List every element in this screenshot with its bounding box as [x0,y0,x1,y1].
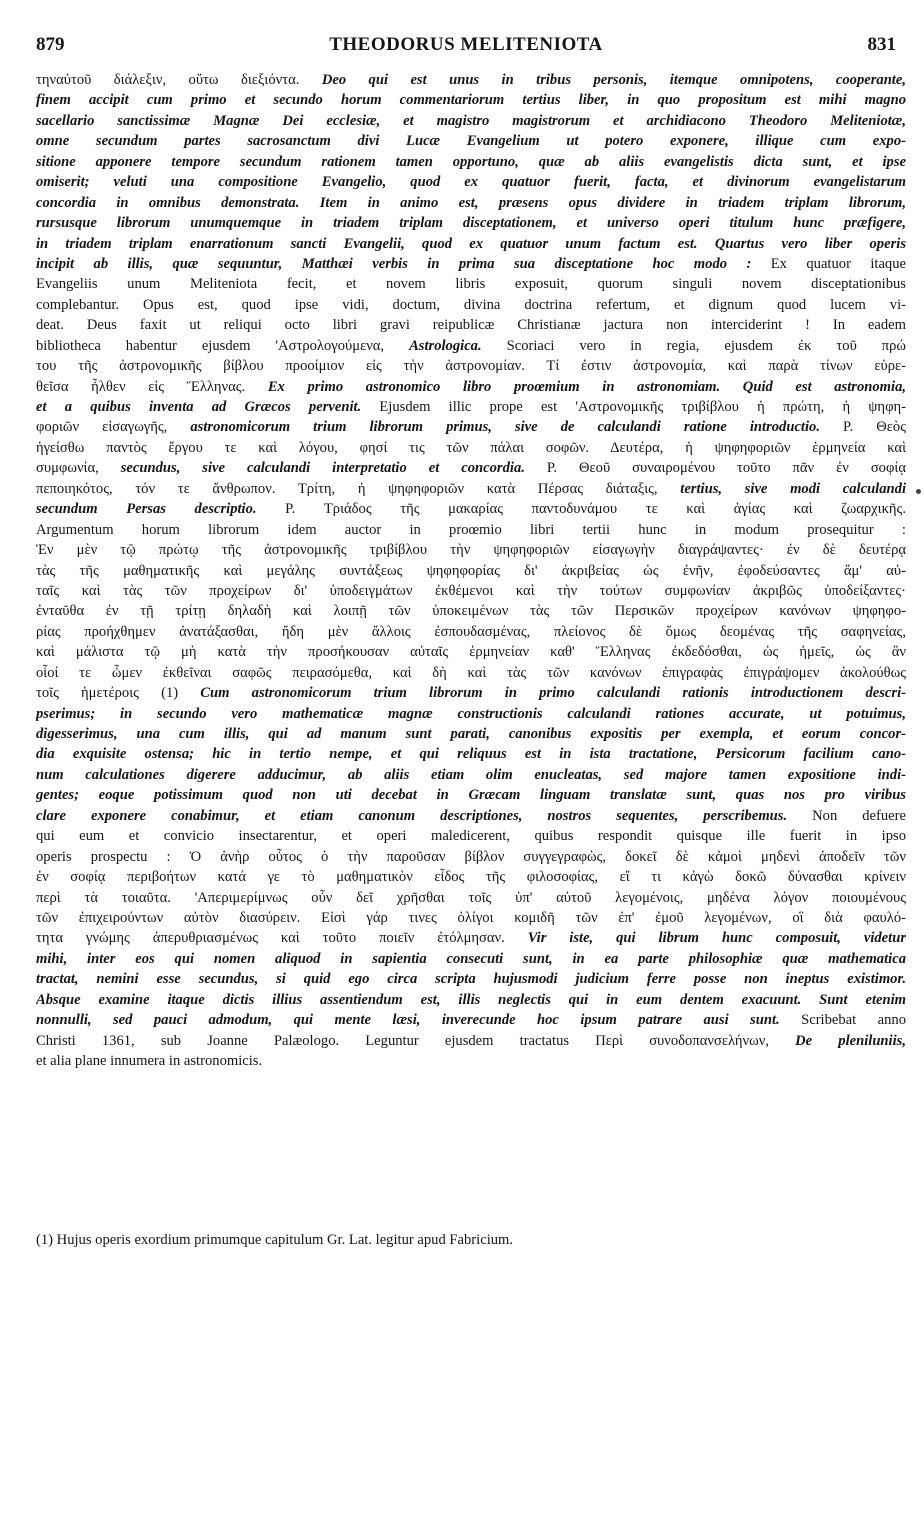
text-segment: ἐν σοφίᾳ περιβοήτων κατά γε τὸ μαθηματικὸν εἶδος τῆς φιλοσοφίας, εἴ τι κἀγὼ δοκῶ δύνασθαι κρίνειν [36,869,906,886]
text-segment: περὶ τὰ τοιαῦτα. 'Απεριμερίμνως οὖν δεῖ χρῆσθαι τοῖς ὑπ' αὐτοῦ λεγομένοις, μηδένα λόγον ποιουμένους [36,889,906,906]
margin-mark [916,489,921,494]
text-segment: Ex quatuor itaque [770,255,906,272]
italic-text-segment: num calculationes digerere adducimur, ab aliis etiam olim enucleatas, sed majore tamen expositione indi- [36,766,906,783]
text-segment: Non defuere [787,807,906,824]
page-number-right: 831 [867,34,896,55]
text-segment: φοριῶν εἰσαγωγῆς, [36,419,191,436]
text-line [36,847,906,867]
text-line [36,1031,906,1051]
italic-text-segment: omne secundum partes sacrosanctum divi Lucæ Evangelium ut potero exponere, illique cum expo- [36,133,906,150]
italic-text-segment: in triadem triplam enarrationum sancti Evangelii, quod ex quatuor unum factum est. Quartus vero liber operis [36,235,906,252]
text-segment: θεῖσα ἦλθεν εἰς Ἕλληνας. [36,378,268,395]
text-segment: P. Τριάδος τῆς μακαρίας παντοδυνάμου τε καὶ ἁγίας καὶ ζωαρχικῆς. [256,501,906,518]
text-line [36,520,906,540]
text-line [36,683,906,703]
text-line [36,561,906,581]
text-line [36,356,906,376]
text-segment: καὶ μάλιστα τῷ μὴ κατὰ τὴν προσήκουσαν αὐταῖς ἑρμηνείαν καθ' Ἕλληνας ἐκδεδόσθαι, ὡς ἡμεῖς, ὡς ἂν [36,644,906,661]
text-segment: Christi 1361, sub Joanne Palæologo. Leguntur ejusdem tractatus Περὶ συνοδοπανσελήνων, [36,1032,796,1049]
text-segment: τητα γνώμης ἀπερυθριασμένως καὶ τοῦτο ποιεῖν ἐτόλμησαν. [36,930,528,947]
text-segment: Scoriaci vero in regia, ejusdem ἐκ τοῦ πρώ [481,337,906,354]
text-segment: οἷοί τε ὦμεν ἐκθεῖναι σαφῶς πειρασόμεθα, καὶ δὴ καὶ τὰς τῶν κανόνων ἐπιγραφὰς ἐπιγράψομεν ἀκολούθως [36,664,906,681]
italic-text-segment: omiserit; veluti una compositione Evangelio, quod ex quatuor fuerit, facta, et divinorum evangelistarum [36,174,906,191]
italic-text-segment: concordia in omnibus demonstrata. Item in animo est, præsens opus dividere in triadem triplam librorum, [36,194,906,211]
text-segment: του τῆς ἀστρονομικῆς βίβλου προοίμιον εἰς τὴν ἀστρονομίαν. Τί ἐστιν ἀστρονομία, καὶ παρὰ τίνων εὑρε- [36,358,906,375]
text-line [36,663,906,683]
text-line [36,867,906,887]
text-line [36,1051,906,1071]
text-line [36,990,906,1010]
italic-text-segment: clare exponere conabimur, et etiam canonum descriptiones, nostros sequentes, perscribemus. [36,807,788,824]
italic-text-segment: secundus, sive calculandi interpretatio et concordia. [120,460,525,477]
text-segment: ἐνταῦθα ἐν τῇ τρίτῃ δηλαδὴ καὶ λοιπῇ τῶν ὑποκειμένων τὰς τῶν Περσικῶν προχείρων κανόνων ψηφηφο- [36,603,906,620]
italic-text-segment: sacellario sanctissimæ Magnæ Dei ecclesiæ, et magistro magistrorum et archidiacono Theodoro Meliteniotæ, [36,112,906,129]
text-segment: ἡγείσθω παντὸς ἔργου τε καὶ λόγου, φησί τις τῶν πάλαι σοφῶν. Δευτέρα, ἡ ψηφηφοριῶν ἑρμηνεία καὶ [36,439,906,456]
text-segment: τῶν ἐπιχειρούντων αὐτὸν διασύρειν. Εἰσὶ γάρ τινες ὀλίγοι κομιδῆ τῶν ἐπ' ἐμοῦ λεγομένων, οἳ διὰ φαυλό- [36,909,906,926]
text-line [36,744,906,764]
text-segment: τοῖς ἡμετέροις (1) [36,685,201,702]
text-line [36,438,906,458]
italic-text-segment: Absque examine itaque dictis illius assentiendum est, illis neglectis qui in eum dentem exacuunt. Sunt etenim [36,991,906,1008]
text-line [36,785,906,805]
page-number-left: 879 [36,34,65,55]
text-segment: τὰς τῆς μαθηματικῆς καὶ μεγάλης συντάξεως ψηφηφορίας δι' ἀκριβείας ὡς ἐνῆν, ἐφοδεύσαντες ἅμ' αὐ- [36,562,906,579]
text-line [36,70,906,90]
text-line [36,479,906,499]
italic-text-segment: finem accipit cum primo et secundo horum commentariorum tertius liber, in quo propositum est mihi magno [36,92,906,109]
italic-text-segment: et a quibus inventa ad Græcos pervenit. [36,399,362,415]
text-segment: P. Θεὸς [820,419,906,436]
text-segment: Argumentum horum librorum idem auctor in proœmio libri tertii hunc in modum prosequitur : [36,521,906,538]
italic-text-segment: tertius, sive modi calculandi [680,480,906,497]
italic-text-segment: mihi, inter eos qui nomen aliquod in sapientia consecuti sunt, in ea parte philosophiæ quæ mathematica [36,950,906,967]
italic-text-segment: pserimus; in secundo vero mathematicæ magnæ constructionis calculandi rationes accurate, ut potuimus, [36,705,906,722]
text-segment: ρίας προήχθημεν ἀνατάξασθαι, ἤδη μὲν ἄλλοις ἐσπουδασμένας, πλείονος δὲ ὅμως δεομένας τῆς σαφηνείας, [36,623,906,640]
text-line [36,949,906,969]
text-line [36,581,906,601]
italic-text-segment: tractat, nemini esse secundus, si quid ego circa scripta hujusmodi judicium ferre posse non ineptus existimor. [36,971,906,988]
text-line [36,622,906,642]
text-line [36,234,906,254]
text-segment: συμφωνία, [36,460,121,477]
text-line [36,704,906,724]
italic-text-segment: Deo qui est unus in tribus personis, itemque omnipotens, cooperante, [321,72,906,88]
italic-text-segment: gentes; eoque potissimum quod non uti decebat in Græcam linguam translatæ sunt, quas nos pro viribus [36,787,906,804]
text-segment: bibliotheca habentur ejusdem 'Αστρολογούμενα, [36,337,410,354]
text-segment: et alia plane innumera in astronomicis. [36,1053,263,1069]
text-line [36,131,906,151]
text-line [36,90,906,110]
text-segment: complebantur. Opus est, quod ipse vidi, doctum, divina doctrina refertum, et dignum quod lucem vi- [36,296,906,313]
text-line [36,397,906,417]
text-line [36,908,906,928]
text-segment: τηναὐτοῦ διάλεξιν, οὕτω διεξιόντα. [36,72,322,88]
text-segment: ταῖς καὶ τὰς τῶν προχείρων δι' ὑποδειγμάτων ἐκθέμενοι καὶ τὴν τούτων συμφωνίαν ἀκριβῶς ὑποδείξαντες· [36,582,906,599]
text-segment: Evangeliis unum Meliteniota fecit, et novem libris exposuit, quorum singuli novem disceptationibus [36,276,906,293]
text-line [36,377,906,397]
text-line [36,193,906,213]
italic-text-segment: digesserimus, una cum illis, qui ad manum sunt parati, canonibus expositis per exempla, et eorum concor- [36,726,906,742]
text-line [36,111,906,131]
text-line [36,642,906,662]
text-line [36,152,906,172]
text-line [36,1010,906,1030]
italic-text-segment: De pleniluniis, [795,1032,906,1049]
text-line [36,254,906,274]
text-line [36,601,906,621]
italic-text-segment: sitione apponere tempore secundum rationem tamen opportuno, quæ ab aliis evangelistis dicta sunt, et ipse [36,153,906,170]
italic-text-segment: Vir iste, qui librum hunc composuit, videtur [527,930,906,947]
text-line [36,458,906,478]
footnote: (1) Hujus operis exordium primumque capitulum Gr. Lat. legitur apud Fabricium. [36,1232,514,1248]
text-segment: qui eum et convicio insectarentur, et operi maledicerent, quibus respondit quisque ille fuerit in ipso [36,828,906,845]
text-segment: πεποιηκότος, τόν τε ἄνθρωπον. Τρίτη, ἡ ψηφηφοριῶν κατὰ Πέρσας διάταξις, [36,480,681,497]
text-segment: P. Θεοῦ συναιρομένου τοῦτο πᾶν ἐν σοφίᾳ [524,460,906,477]
italic-text-segment: Astrologica. [409,337,482,354]
text-segment: deat. Deus faxit ut reliqui octo libri gravi reipublicæ Christianæ jactura non interciderint ! In eadem [36,317,906,334]
text-line [36,274,906,294]
text-line [36,315,906,335]
text-line [36,213,906,233]
text-line [36,826,906,846]
main-text [36,70,906,1071]
italic-text-segment: rursusque librorum unumquemque in triadem triplam disceptationem, et universo operi titulum hunc præfigere, [36,215,906,232]
italic-text-segment: nonnulli, sed pauci admodum, qui mente læsi, inverecunde hoc ipsum patrare ausi sunt. [36,1012,780,1029]
text-line [36,172,906,192]
italic-text-segment: astronomicorum trium librorum primus, sive de calculandi ratione introductio. [190,419,820,436]
text-line [36,724,906,744]
text-line [36,969,906,989]
italic-text-segment: incipit ab illis, quæ sequuntur, Matthæi verbis in prima sua disceptatione hoc modo : [36,255,771,272]
text-segment: Scribebat anno [779,1012,906,1029]
text-line [36,417,906,437]
text-line [36,295,906,315]
italic-text-segment: dia exquisite ostensa; hic in tertio nempe, et qui reliquus est in ista tractatione, Persicorum facilium cano- [36,746,906,763]
text-line [36,499,906,519]
text-line [36,928,906,948]
running-header [36,34,896,60]
text-line [36,806,906,826]
running-title: THEODORUS MELITENIOTA [329,34,603,55]
text-line [36,765,906,785]
italic-text-segment: Ex primo astronomico libro proœmium in astronomiam. Quid est astronomia, [267,378,906,395]
text-segment: Ejusdem illic prope est 'Αστρονομικῆς τριβίβλου ἡ πρώτη, ἡ ψηφη- [361,399,906,415]
text-segment: Ἐν μὲν τῷ πρώτῳ τῆς ἀστρονομικῆς τριβίβλου τὴν ψηφηφοριῶν εἰσαγωγὴν διαγράψαντες· ἐν δὲ δευτέρᾳ [36,542,906,559]
italic-text-segment: secundum Persas descriptio. [36,501,257,518]
italic-text-segment: Cum astronomicorum trium librorum in primo calculandi rationis introductionem descri- [200,685,906,702]
text-line [36,540,906,560]
text-line [36,888,906,908]
text-line [36,336,906,356]
text-segment: operis prospectu : Ὁ ἀνὴρ οὗτος ὁ τὴν παροῦσαν βίβλον συγγεγραφὼς, δοκεῖ δὲ κἀμοὶ μηδενὶ ἀποδεῖν τῶν [36,848,906,865]
